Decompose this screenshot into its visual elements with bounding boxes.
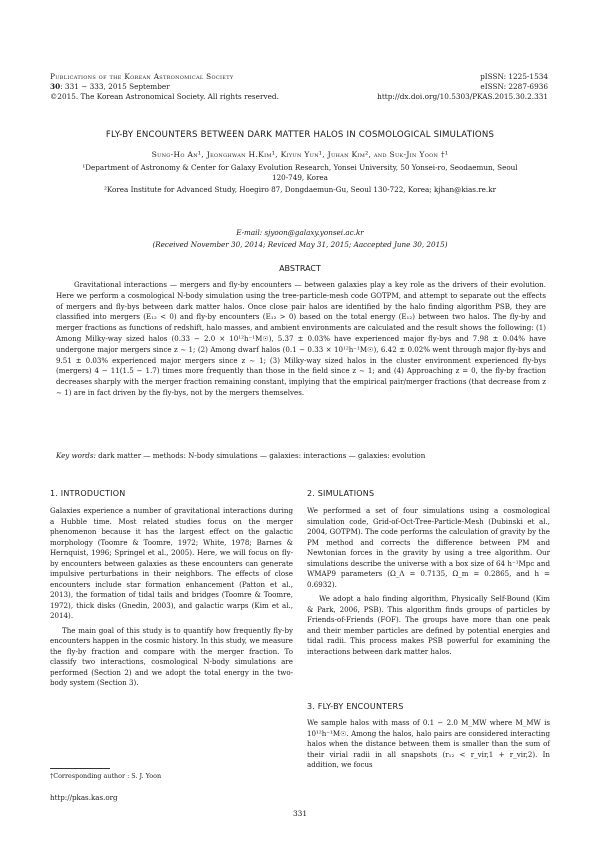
doi-link[interactable]: http://dx.doi.org/10.5303/PKAS.2015.30.2.331 <box>377 92 548 101</box>
fly-by-paragraph-1: We sample halos with mass of 0.1 − 2.0 M_MW where M_MW is 10¹²h⁻¹M☉. Among the halos, halo pairs are considered interacting halos when the distance between them is smaller than the sum of their virial radii in all snapshots (r₁₂ < r_vir,1 + r_vir,2). In addition, we focus <box>307 718 550 769</box>
simulations-heading: 2. SIMULATIONS <box>307 489 375 498</box>
keywords <box>56 451 546 461</box>
contact-email[interactable]: E-mail: sjyoon@galaxy.yonsei.ac.kr <box>236 228 364 237</box>
issn-header <box>288 72 548 102</box>
simulations-body <box>307 506 550 657</box>
copyright: ©2015. The Korean Astronomical Society. All rights reserved. <box>50 92 279 101</box>
introduction-paragraph-1: Galaxies experience a number of gravitational interactions during a Hubble time. Most related studies focus on the merger phenomenon because it has the largest effect on the galactic morphology (Toomre & Toomre, 1972; White, 1978; Barnes & Hernquist, 1996; Springel et al., 2005). Here, we will focus on fly-by encounters between galaxies as these encounters can generate impulsive perturbations in their neighbors. The effects of close encounters include star formation enhancement (Patton et al., 2013), the formation of tidal tails and bridges (Toomre & Toomre, 1972), thick disks (Gnedin, 2003), and galactic warps (Kim et al., 2014). <box>50 506 293 620</box>
introduction-heading: 1. INTRODUCTION <box>50 489 126 498</box>
affiliation-1-line-2: 120-749, Korea <box>272 173 328 182</box>
paper-title: FLY-BY ENCOUNTERS BETWEEN DARK MATTER HALOS IN COSMOLOGICAL SIMULATIONS <box>105 130 495 140</box>
introduction-paragraph-2: The main goal of this study is to quantify how frequently fly-by encounters happen in the cosmic history. In this study, we measure the fly-by fraction and compare with the merger fraction. To classify two interactions, cosmological N-body simulations are performed (Section 2) and we adopt the total energy in the two-body system (Section 3). <box>50 625 293 687</box>
keywords-text: dark matter — methods: N-body simulations — galaxies: interactions — galaxies: evolution <box>98 451 426 460</box>
journal-name: Publications of the Korean Astronomical Society <box>50 72 234 81</box>
footnote-rule <box>50 768 110 769</box>
affiliation-2: ²Korea Institute for Advanced Study, Hoegiro 87, Dongdaemun-Gu, Seoul 130-722, Korea; kjhan@kias.re.kr <box>103 185 497 194</box>
pages-date: : 331 ∼ 333, 2015 September <box>60 82 170 91</box>
introduction-body <box>50 506 293 689</box>
simulations-paragraph-2: We adopt a halo finding algorithm, Physically Self-Bound (Kim & Park, 2006, PSB). This algorithm finds groups of particles by Friends-of-Friends (FOF). The groups have more than one peak and their member particles are defined by potential energies and tidal radii. This process makes PSB powerful for examining the interactions between dark matter halos. <box>307 594 550 656</box>
volume-number: 30 <box>50 82 61 91</box>
page-number: 331 <box>292 809 308 818</box>
affiliation-1-line-1: ¹Department of Astronomy & Center for Galaxy Evolution Research, Yonsei University, 50 Yonsei-ro, Seodaemun, Seoul <box>82 163 518 172</box>
abstract-text: Gravitational interactions — mergers and fly-by encounters — between galaxies play a key role as the drivers of their evolution. Here we perform a cosmological N-body simulation using the tree-particle-mesh code GOTPM, and attempt to separate out the effects of mergers and fly-bys between dark matter halos. Once close pair halos are identified by the halo finding algorithm PSB, they are classified into mergers (E₁₂ < 0) and fly-by encounters (E₁₂ > 0) based on the total energy (E₁₂) between two halos. The fly-by and merger fractions as functions of redshift, halo masses, and ambient environments are calculated and the result shows the following: (1) Among Milky-way sized halos (0.33 − 2.0 × 10¹²h⁻¹M☉), 5.37 ± 0.03% have experienced major fly-bys and 7.98 ± 0.04% have undergone major mergers since z ∼ 1; (2) Among dwarf halos (0.1 − 0.33 × 10¹²h⁻¹M☉), 6.42 ± 0.02% went through major fly-bys and 9.51 ± 0.03% experienced major mergers since z ∼ 1; (3) Milky-way sized halos in the cluster environment experienced fly-bys (mergers) 4 − 11(1.5 − 1.7) times more frequently than those in the field since z ∼ 1; and (4) Approaching z = 0, the fly-by fraction decreases sharply with the merger fraction remaining constant, implying that the empirical pair/merger fractions (that decrease from z ∼ 1) are in fact driven by the fly-bys, not by the mergers themselves. <box>56 280 546 397</box>
keywords-label: Key words: <box>56 451 96 460</box>
corresponding-author-footnote: †Corresponding author : S. J. Yoon <box>50 772 162 780</box>
submission-dates: (Received November 30, 2014; Reviced May 31, 2015; Aaccepted June 30, 2015) <box>152 240 448 249</box>
journal-url[interactable]: http://pkas.kas.org <box>50 793 118 802</box>
abstract-heading: ABSTRACT <box>279 264 321 273</box>
author-list: Sung-Ho An¹, Jeonghwan H.Kim¹, Kiyun Yun¹, Juhan Kim², and Suk-Jin Yoon †¹ <box>151 150 449 159</box>
eissn: eISSN: 2287-6936 <box>480 82 548 91</box>
simulations-paragraph-1: We performed a set of four simulations using a cosmological simulation code, Grid-of-Oct-Tree-Particle-Mesh (Dubinski et al., 2004, GOTPM). The code performs the calculation of gravity by the PM method and corrects the difference between PM and Newtonian forces in the gravity by using a tree algorithm. Our simulations describe the universe with a box size of 64 h⁻¹Mpc and WMAP9 parameters (Ω_Λ = 0.7135, Ω_m = 0.2865, and h = 0.6932). <box>307 506 550 589</box>
fly-by-heading: 3. FLY-BY ENCOUNTERS <box>307 702 404 711</box>
fly-by-body <box>307 718 550 771</box>
pissn: pISSN: 1225-1534 <box>480 72 548 81</box>
